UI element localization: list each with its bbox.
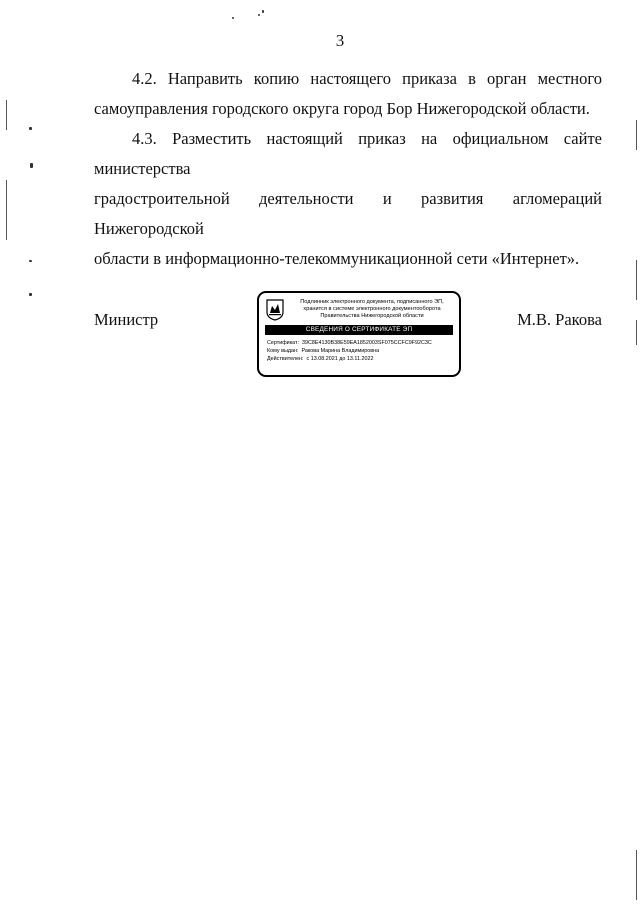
certificate-row (267, 339, 455, 347)
validity-value: с 13.08.2021 до 13.11.2022 (306, 356, 374, 362)
issued-to-label: Кому выдан: (267, 348, 299, 354)
paragraph-4-3-line-3: области в информационно-телекоммуникационной сети «Интернет». (94, 249, 580, 268)
signatory-name: М.В. Ракова (517, 310, 602, 329)
issued-to-value: Ракова Марина Владимировна (301, 348, 380, 354)
stamp-header-line-1: Подлинник электронного документа, подписанного ЭП, (300, 299, 444, 305)
validity-label: Действителен: (267, 356, 304, 362)
paragraph-4-3 (94, 124, 602, 274)
stamp-header (287, 299, 457, 320)
stamp-details (267, 339, 455, 363)
paragraph-4-2 (94, 64, 602, 124)
electronic-signature-stamp (257, 291, 461, 377)
paragraph-4-3-line-1: 4.3. Разместить настоящий приказ на официальном сайте министерства (94, 129, 602, 178)
validity-row (267, 355, 455, 363)
certificate-label: Сертификат: (267, 340, 300, 346)
page-number: 3 (335, 31, 345, 50)
signatory-title: Министр (94, 310, 159, 329)
stamp-header-line-3: Правительства Нижегородской области (320, 313, 424, 319)
stamp-header-line-2: хранится в системе электронного документооборота (303, 306, 441, 312)
stamp-certificate-title: СВЕДЕНИЯ О СЕРТИФИКАТЕ ЭП (265, 325, 453, 335)
issued-to-row (267, 347, 455, 355)
coat-of-arms-icon (266, 299, 284, 321)
paragraph-4-2-line-1: 4.2. Направить копию настоящего приказа в орган местного (132, 69, 602, 88)
paragraph-4-2-line-2: самоуправления городского округа город Бор Нижегородской области. (94, 99, 590, 118)
certificate-value: 39C8E4130B38E59EA1852003SF075CCFC9F92C3C (302, 340, 432, 346)
paragraph-4-3-line-2: градостроительной деятельности и развития агломераций Нижегородской (94, 189, 602, 238)
